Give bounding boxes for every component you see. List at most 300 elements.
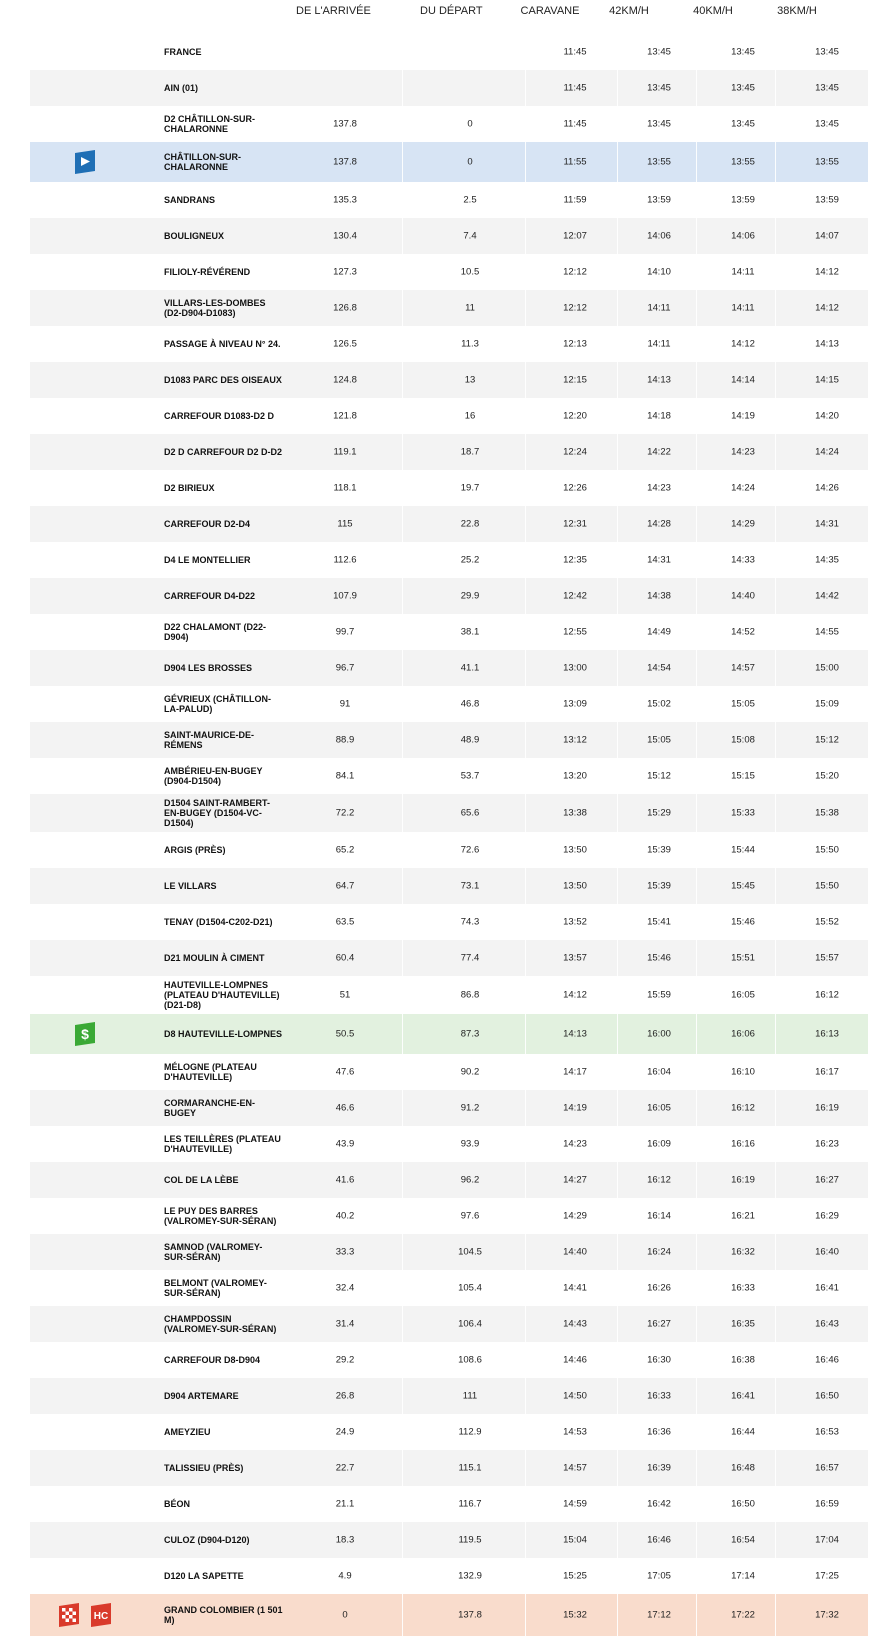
location-name: CARREFOUR D1083-D2 D xyxy=(164,411,275,421)
time-40kmh: 14:24 xyxy=(731,482,755,494)
column-separator xyxy=(617,1342,618,1378)
location-name: SANDRANS xyxy=(164,195,216,205)
location-name: D8 HAUTEVILLE-LOMPNES xyxy=(164,1029,283,1039)
distance-to-finish: 26.8 xyxy=(335,1390,355,1402)
column-separator xyxy=(775,614,776,650)
column-separator xyxy=(617,686,618,722)
column-separator xyxy=(402,1198,403,1234)
column-separator xyxy=(696,686,697,722)
time-38kmh: 14:13 xyxy=(815,338,839,350)
distance-to-finish: 24.9 xyxy=(335,1426,355,1438)
column-separator xyxy=(402,1522,403,1558)
distance-to-finish: 127.3 xyxy=(333,266,357,278)
column-header-arrivee: DE L'ARRIVÉE xyxy=(296,5,371,17)
time-42kmh: 15:02 xyxy=(647,698,671,710)
column-separator xyxy=(775,1162,776,1198)
column-separator xyxy=(525,722,526,758)
time-40kmh: 16:41 xyxy=(731,1390,755,1402)
table-row xyxy=(30,1234,868,1270)
column-separator xyxy=(402,1270,403,1306)
caravane-time: 15:04 xyxy=(563,1534,587,1546)
column-separator xyxy=(775,794,776,832)
column-separator xyxy=(775,434,776,470)
column-separator xyxy=(525,578,526,614)
column-separator xyxy=(696,434,697,470)
distance-to-finish: 60.4 xyxy=(335,952,355,964)
location-name: PASSAGE À NIVEAU N° 24. xyxy=(164,339,281,349)
distance-to-finish: 124.8 xyxy=(333,374,357,386)
column-header-depart: DU DÉPART xyxy=(420,5,483,17)
location-name: D120 LA SAPETTE xyxy=(164,1571,244,1581)
time-40kmh: 15:15 xyxy=(731,770,755,782)
distance-from-start: 46.8 xyxy=(460,698,480,710)
time-42kmh: 17:12 xyxy=(647,1609,671,1621)
time-40kmh: 15:33 xyxy=(731,807,755,819)
column-separator xyxy=(696,722,697,758)
column-separator xyxy=(775,290,776,326)
location-name: SAINT-MAURICE-DE-RÉMENS xyxy=(164,730,254,750)
distance-from-start: 108.6 xyxy=(458,1354,482,1366)
column-separator xyxy=(617,1234,618,1270)
caravane-time: 12:07 xyxy=(563,230,587,242)
time-40kmh: 16:06 xyxy=(731,1028,755,1040)
column-separator xyxy=(525,106,526,142)
distance-to-finish: 99.7 xyxy=(335,626,355,638)
column-separator xyxy=(525,34,526,70)
time-40kmh: 14:40 xyxy=(731,590,755,602)
location-name: MÉLOGNE (PLATEAU D'HAUTEVILLE) xyxy=(164,1062,257,1082)
location-name: CARREFOUR D4-D22 xyxy=(164,591,256,601)
caravane-time: 14:57 xyxy=(563,1462,587,1474)
column-separator xyxy=(402,398,403,434)
time-42kmh: 15:05 xyxy=(647,734,671,746)
time-42kmh: 14:23 xyxy=(647,482,671,494)
distance-to-finish: 115 xyxy=(337,518,353,530)
caravane-time: 12:24 xyxy=(563,446,587,458)
time-40kmh: 16:12 xyxy=(731,1102,755,1114)
column-separator xyxy=(775,650,776,686)
column-separator xyxy=(696,976,697,1014)
distance-to-finish: 107.9 xyxy=(333,590,357,602)
caravane-time: 12:35 xyxy=(563,554,587,566)
time-38kmh: 16:13 xyxy=(815,1028,839,1040)
column-separator xyxy=(617,904,618,940)
column-separator xyxy=(402,290,403,326)
column-separator xyxy=(617,254,618,290)
location-name: BELMONT (VALROMEY-SUR-SÉRAN) xyxy=(164,1278,267,1298)
column-separator xyxy=(402,832,403,868)
time-42kmh: 16:27 xyxy=(647,1318,671,1330)
column-separator xyxy=(617,758,618,794)
column-separator xyxy=(402,1378,403,1414)
column-separator xyxy=(696,1414,697,1450)
time-40kmh: 16:35 xyxy=(731,1318,755,1330)
column-separator xyxy=(402,326,403,362)
column-separator xyxy=(775,1198,776,1234)
location-name: D21 MOULIN À CIMENT xyxy=(164,953,265,963)
time-42kmh: 14:38 xyxy=(647,590,671,602)
time-42kmh: 16:24 xyxy=(647,1246,671,1258)
column-separator xyxy=(775,1594,776,1636)
distance-to-finish: 18.3 xyxy=(335,1534,355,1546)
time-40kmh: 14:33 xyxy=(731,554,755,566)
column-separator xyxy=(696,578,697,614)
time-40kmh: 17:22 xyxy=(731,1609,755,1621)
column-separator xyxy=(617,470,618,506)
time-42kmh: 16:00 xyxy=(647,1028,671,1040)
column-separator xyxy=(696,832,697,868)
time-38kmh: 15:50 xyxy=(815,844,839,856)
location-name: CULOZ (D904-D120) xyxy=(164,1535,250,1545)
column-separator xyxy=(402,1126,403,1162)
column-separator xyxy=(525,1594,526,1636)
time-42kmh: 13:45 xyxy=(647,46,671,58)
distance-from-start: 112.9 xyxy=(458,1426,482,1438)
location-name: D4 LE MONTELLIER xyxy=(164,555,251,565)
distance-from-start: 0 xyxy=(467,156,473,168)
time-40kmh: 16:05 xyxy=(731,989,755,1001)
column-separator xyxy=(617,1306,618,1342)
location-name: CHAMPDOSSIN (VALROMEY-SUR-SÉRAN) xyxy=(164,1314,277,1334)
time-38kmh: 15:12 xyxy=(815,734,839,746)
distance-to-finish: 112.6 xyxy=(333,554,357,566)
time-40kmh: 14:52 xyxy=(731,626,755,638)
location-name: TALISSIEU (PRÈS) xyxy=(164,1463,244,1473)
time-40kmh: 16:48 xyxy=(731,1462,755,1474)
table-row xyxy=(30,976,868,1014)
table-row xyxy=(30,1126,868,1162)
time-42kmh: 15:39 xyxy=(647,844,671,856)
distance-to-finish: 118.1 xyxy=(333,482,357,494)
column-separator xyxy=(775,182,776,218)
location-name: AMEYZIEU xyxy=(164,1427,211,1437)
time-42kmh: 14:31 xyxy=(647,554,671,566)
caravane-time: 14:46 xyxy=(563,1354,587,1366)
location-name: COL DE LA LÈBE xyxy=(164,1175,239,1185)
time-40kmh: 16:33 xyxy=(731,1282,755,1294)
distance-from-start: 29.9 xyxy=(460,590,480,602)
distance-to-finish: 137.8 xyxy=(333,156,357,168)
column-separator xyxy=(402,1014,403,1054)
column-separator xyxy=(402,650,403,686)
column-separator xyxy=(525,1306,526,1342)
time-40kmh: 15:08 xyxy=(731,734,755,746)
distance-to-finish: 121.8 xyxy=(333,410,357,422)
table-row xyxy=(30,70,868,106)
column-separator xyxy=(525,506,526,542)
column-separator xyxy=(696,398,697,434)
location-name: D1083 PARC DES OISEAUX xyxy=(164,375,282,385)
time-38kmh: 14:20 xyxy=(815,410,839,422)
caravane-time: 13:09 xyxy=(563,698,587,710)
distance-from-start: 132.9 xyxy=(458,1570,482,1582)
location-name: D2 D CARREFOUR D2 D-D2 xyxy=(164,447,283,457)
location-name: CARREFOUR D2-D4 xyxy=(164,519,251,529)
table-row xyxy=(30,1558,868,1594)
time-38kmh: 16:57 xyxy=(815,1462,839,1474)
column-separator xyxy=(402,904,403,940)
distance-to-finish: 88.9 xyxy=(335,734,355,746)
time-40kmh: 14:29 xyxy=(731,518,755,530)
column-separator xyxy=(525,542,526,578)
column-separator xyxy=(617,1522,618,1558)
time-38kmh: 14:26 xyxy=(815,482,839,494)
time-38kmh: 13:55 xyxy=(815,156,839,168)
column-separator xyxy=(617,34,618,70)
table-row xyxy=(30,1450,868,1486)
column-separator xyxy=(617,506,618,542)
column-separator xyxy=(402,1306,403,1342)
location-name: AMBÉRIEU-EN-BUGEY (D904-D1504) xyxy=(164,766,263,786)
column-separator xyxy=(617,1090,618,1126)
column-separator xyxy=(617,940,618,976)
distance-to-finish: 91 xyxy=(339,698,351,710)
time-42kmh: 14:10 xyxy=(647,266,671,278)
column-separator xyxy=(525,1522,526,1558)
table-row xyxy=(30,1342,868,1378)
table-row xyxy=(30,218,868,254)
distance-to-finish: 65.2 xyxy=(335,844,355,856)
column-separator xyxy=(525,1270,526,1306)
location-name: CORMARANCHE-EN-BUGEY xyxy=(164,1098,255,1118)
column-separator xyxy=(775,34,776,70)
distance-from-start: 11 xyxy=(465,302,475,314)
column-separator xyxy=(696,1270,697,1306)
time-40kmh: 13:45 xyxy=(731,118,755,130)
svg-text:$: $ xyxy=(81,1026,89,1042)
column-separator xyxy=(775,1486,776,1522)
column-separator xyxy=(775,1090,776,1126)
time-38kmh: 15:57 xyxy=(815,952,839,964)
time-38kmh: 16:43 xyxy=(815,1318,839,1330)
column-separator xyxy=(696,182,697,218)
table-row xyxy=(30,326,868,362)
column-separator xyxy=(775,686,776,722)
caravane-time: 12:15 xyxy=(563,374,587,386)
column-separator xyxy=(525,868,526,904)
time-42kmh: 16:46 xyxy=(647,1534,671,1546)
distance-from-start: 19.7 xyxy=(460,482,480,494)
column-separator xyxy=(402,1414,403,1450)
time-40kmh: 16:10 xyxy=(731,1066,755,1078)
column-separator xyxy=(402,434,403,470)
column-separator xyxy=(525,182,526,218)
column-separator xyxy=(525,758,526,794)
column-separator xyxy=(525,142,526,182)
table-row xyxy=(30,1090,868,1126)
distance-from-start: 22.8 xyxy=(460,518,480,530)
column-separator xyxy=(617,1378,618,1414)
column-separator xyxy=(696,1198,697,1234)
column-separator xyxy=(696,506,697,542)
column-separator xyxy=(402,1162,403,1198)
distance-to-finish: 51 xyxy=(339,989,351,1001)
distance-to-finish: 0 xyxy=(342,1609,348,1621)
column-separator xyxy=(402,976,403,1014)
column-separator xyxy=(696,218,697,254)
time-38kmh: 14:31 xyxy=(815,518,839,530)
column-separator xyxy=(696,1054,697,1090)
time-40kmh: 14:57 xyxy=(731,662,755,674)
column-separator xyxy=(775,940,776,976)
column-separator xyxy=(525,1198,526,1234)
table-row xyxy=(30,614,868,650)
time-42kmh: 16:39 xyxy=(647,1462,671,1474)
location-name: D904 ARTEMARE xyxy=(164,1391,239,1401)
column-separator xyxy=(525,326,526,362)
caravane-time: 12:13 xyxy=(563,338,587,350)
time-38kmh: 14:15 xyxy=(815,374,839,386)
column-separator xyxy=(402,218,403,254)
time-40kmh: 14:06 xyxy=(731,230,755,242)
time-40kmh: 13:45 xyxy=(731,82,755,94)
column-separator xyxy=(402,1486,403,1522)
time-38kmh: 14:35 xyxy=(815,554,839,566)
column-separator xyxy=(525,1486,526,1522)
time-42kmh: 14:13 xyxy=(647,374,671,386)
time-38kmh: 14:42 xyxy=(815,590,839,602)
distance-to-finish: 126.5 xyxy=(333,338,357,350)
time-42kmh: 16:30 xyxy=(647,1354,671,1366)
distance-from-start: 97.6 xyxy=(460,1210,480,1222)
table-header xyxy=(0,0,888,34)
column-separator xyxy=(402,578,403,614)
column-separator xyxy=(696,1558,697,1594)
time-38kmh: 16:59 xyxy=(815,1498,839,1510)
column-separator xyxy=(402,470,403,506)
table-row xyxy=(30,1414,868,1450)
caravane-time: 12:26 xyxy=(563,482,587,494)
hc-climb-icon xyxy=(88,1602,114,1628)
time-40kmh: 13:59 xyxy=(731,194,755,206)
location-name: VILLARS-LES-DOMBES (D2-D904-D1083) xyxy=(164,298,266,318)
time-42kmh: 15:29 xyxy=(647,807,671,819)
caravane-time: 14:59 xyxy=(563,1498,587,1510)
location-name: FRANCE xyxy=(164,47,202,57)
time-38kmh: 15:20 xyxy=(815,770,839,782)
column-separator xyxy=(402,722,403,758)
column-separator xyxy=(775,976,776,1014)
column-separator xyxy=(525,1090,526,1126)
table-row xyxy=(30,686,868,722)
table-row xyxy=(30,542,868,578)
column-separator xyxy=(775,1378,776,1414)
column-separator xyxy=(775,506,776,542)
time-40kmh: 13:45 xyxy=(731,46,755,58)
column-separator xyxy=(525,794,526,832)
column-separator xyxy=(617,578,618,614)
time-38kmh: 16:17 xyxy=(815,1066,839,1078)
column-separator xyxy=(525,1342,526,1378)
location-name: GÉVRIEUX (CHÂTILLON-LA-PALUD) xyxy=(164,694,271,714)
column-separator xyxy=(696,1450,697,1486)
column-separator xyxy=(402,362,403,398)
distance-to-finish: 135.3 xyxy=(333,194,357,206)
time-42kmh: 17:05 xyxy=(647,1570,671,1582)
column-separator xyxy=(617,1054,618,1090)
column-separator xyxy=(696,1162,697,1198)
time-42kmh: 15:59 xyxy=(647,989,671,1001)
caravane-time: 12:31 xyxy=(563,518,587,530)
column-header-42kmh: 42KM/H xyxy=(609,5,649,17)
time-38kmh: 14:55 xyxy=(815,626,839,638)
caravane-time: 12:42 xyxy=(563,590,587,602)
location-name: LE VILLARS xyxy=(164,881,217,891)
distance-from-start: 115.1 xyxy=(458,1462,482,1474)
location-name: BÉON xyxy=(164,1499,191,1509)
time-38kmh: 16:19 xyxy=(815,1102,839,1114)
column-separator xyxy=(525,832,526,868)
time-38kmh: 16:29 xyxy=(815,1210,839,1222)
column-separator xyxy=(696,1306,697,1342)
column-separator xyxy=(402,142,403,182)
column-separator xyxy=(617,434,618,470)
column-separator xyxy=(617,868,618,904)
caravane-time: 14:53 xyxy=(563,1426,587,1438)
column-separator xyxy=(775,578,776,614)
caravane-time: 12:12 xyxy=(563,302,587,314)
time-40kmh: 14:11 xyxy=(731,266,755,278)
column-separator xyxy=(525,398,526,434)
caravane-time: 14:43 xyxy=(563,1318,587,1330)
time-40kmh: 14:11 xyxy=(731,302,755,314)
caravane-time: 14:13 xyxy=(563,1028,587,1040)
table-row xyxy=(30,398,868,434)
caravane-time: 13:52 xyxy=(563,916,587,928)
location-name: TENAY (D1504-C202-D21) xyxy=(164,917,273,927)
distance-from-start: 77.4 xyxy=(460,952,480,964)
time-38kmh: 17:25 xyxy=(815,1570,839,1582)
column-separator xyxy=(617,182,618,218)
column-separator xyxy=(617,106,618,142)
caravane-time: 11:45 xyxy=(563,46,587,58)
table-row xyxy=(30,832,868,868)
distance-from-start: 104.5 xyxy=(458,1246,482,1258)
time-42kmh: 16:36 xyxy=(647,1426,671,1438)
time-42kmh: 16:09 xyxy=(647,1138,671,1150)
column-separator xyxy=(775,904,776,940)
time-42kmh: 14:11 xyxy=(647,302,671,314)
column-separator xyxy=(617,976,618,1014)
column-separator xyxy=(617,398,618,434)
caravane-time: 15:32 xyxy=(563,1609,587,1621)
column-separator xyxy=(696,290,697,326)
table-row xyxy=(30,904,868,940)
column-header-40kmh: 40KM/H xyxy=(693,5,733,17)
column-separator xyxy=(775,218,776,254)
time-42kmh: 16:05 xyxy=(647,1102,671,1114)
time-42kmh: 14:54 xyxy=(647,662,671,674)
distance-to-finish: 4.9 xyxy=(338,1570,352,1582)
caravane-time: 12:55 xyxy=(563,626,587,638)
distance-from-start: 10.5 xyxy=(460,266,480,278)
time-42kmh: 14:11 xyxy=(647,338,671,350)
table-row xyxy=(30,1486,868,1522)
table-row xyxy=(30,1162,868,1198)
distance-to-finish: 21.1 xyxy=(335,1498,355,1510)
time-42kmh: 14:06 xyxy=(647,230,671,242)
column-separator xyxy=(775,470,776,506)
distance-to-finish: 40.2 xyxy=(335,1210,355,1222)
distance-to-finish: 137.8 xyxy=(333,118,357,130)
distance-from-start: 48.9 xyxy=(460,734,480,746)
column-separator xyxy=(696,758,697,794)
time-42kmh: 16:04 xyxy=(647,1066,671,1078)
time-38kmh: 13:45 xyxy=(815,118,839,130)
location-name: CARREFOUR D8-D904 xyxy=(164,1355,261,1365)
column-separator xyxy=(617,1014,618,1054)
column-separator xyxy=(402,940,403,976)
